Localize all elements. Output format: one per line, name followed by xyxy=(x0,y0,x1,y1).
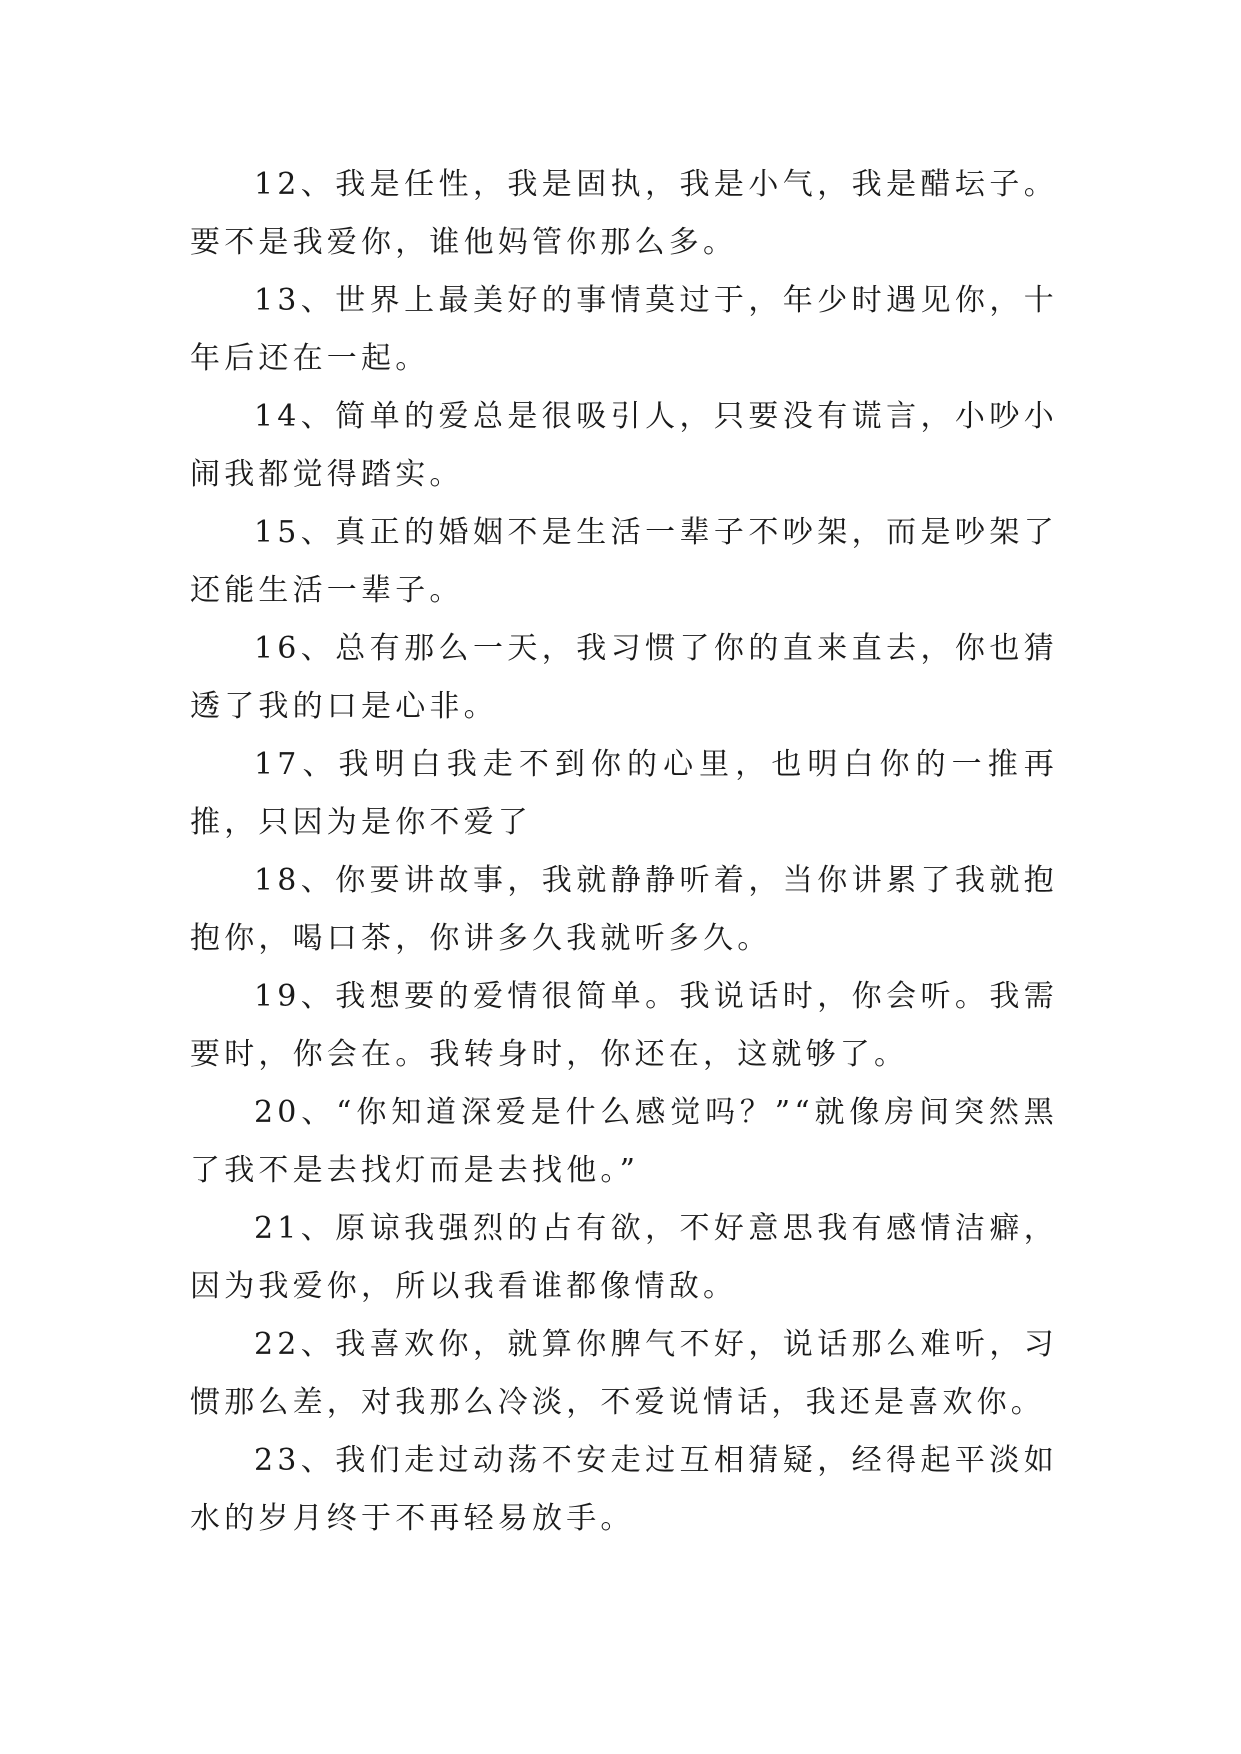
quote-paragraph: 15、真正的婚姻不是生活一辈子不吵架，而是吵架了还能生活一辈子。 xyxy=(190,515,1058,608)
quote-paragraph: 22、我喜欢你，就算你脾气不好，说话那么难听，习惯那么差，对我那么冷淡，不爱说情话，我还是喜欢你。 xyxy=(190,1327,1058,1420)
quote-paragraph: 12、我是任性，我是固执，我是小气，我是醋坛子。要不是我爱你，谁他妈管你那么多。 xyxy=(190,167,1058,260)
quote-paragraph: 23、我们走过动荡不安走过互相猜疑，经得起平淡如水的岁月终于不再轻易放手。 xyxy=(190,1443,1058,1536)
quote-paragraph: 17、我明白我走不到你的心里，也明白你的一推再推，只因为是你不爱了 xyxy=(190,747,1058,840)
quote-paragraph: 14、简单的爱总是很吸引人，只要没有谎言，小吵小闹我都觉得踏实。 xyxy=(190,399,1058,492)
quote-paragraph: 21、原谅我强烈的占有欲，不好意思我有感情洁癖，因为我爱你，所以我看谁都像情敌。 xyxy=(190,1211,1058,1304)
quote-paragraph: 19、我想要的爱情很简单。我说话时，你会听。我需要时，你会在。我转身时，你还在，这就够了。 xyxy=(190,979,1058,1072)
document-page xyxy=(190,156,1058,1548)
quote-paragraph: 18、你要讲故事，我就静静听着，当你讲累了我就抱抱你，喝口茶，你讲多久我就听多久。 xyxy=(190,863,1058,956)
quote-paragraph: 20、“你知道深爱是什么感觉吗？”“就像房间突然黑了我不是去找灯而是去找他。” xyxy=(190,1095,1058,1188)
quote-paragraph: 13、世界上最美好的事情莫过于，年少时遇见你，十年后还在一起。 xyxy=(190,283,1058,376)
quote-paragraph: 16、总有那么一天，我习惯了你的直来直去，你也猜透了我的口是心非。 xyxy=(190,631,1058,724)
